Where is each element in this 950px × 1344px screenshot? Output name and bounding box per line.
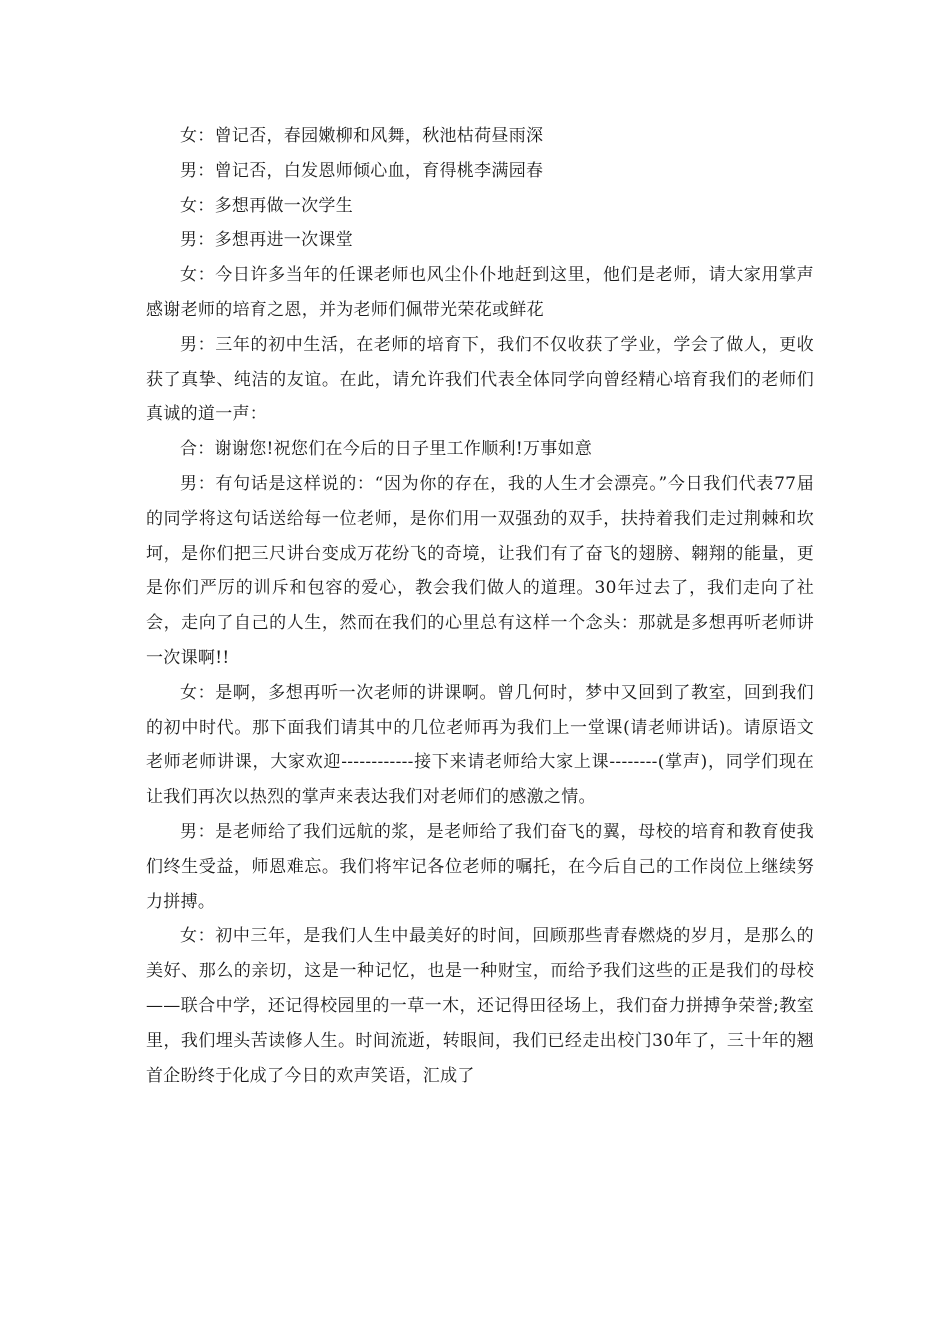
dialogue-line: 女：初中三年，是我们人生中最美好的时间，回顾那些青春燃烧的岁月，是那么的美好、那么的亲切，这是一种记忆，也是一种财宝，而给予我们这些的正是我们的母校——联合中学，还记得校园里的一草一木，还记得田径场上，我们奋力拼搏争荣誉;教室里，我们埋头苦读修人生。时间流逝，转眼间，我们已经走出校门30年了，三十年的翘首企盼终于化成了今日的欢声笑语，汇成了: [146, 926, 814, 1086]
dialogue-line: 男：多想再进一次课堂: [180, 230, 353, 251]
dialogue-line: 男：曾记否，白发恩师倾心血，育得桃李满园春: [180, 160, 544, 181]
dialogue-line: 女：多想再做一次学生: [180, 195, 353, 216]
document-body: [146, 119, 814, 1093]
dialogue-line: 女：今日许多当年的任课老师也风尘仆仆地赶到这里，他们是老师，请大家用掌声感谢老师的培育之恩，并为老师们佩带光荣花或鲜花: [146, 265, 814, 320]
dialogue-line: 女：曾记否，春园嫩柳和风舞，秋池枯荷昼雨深: [180, 126, 544, 146]
dialogue-line: 女：是啊，多想再听一次老师的讲课啊。曾几何时，梦中又回到了教室，回到我们的初中时代。那下面我们请其中的几位老师再为我们上一堂课(请老师讲话)。请原语文老师老师讲课，大家欢迎------------接下来请老师给大家上课--------(掌声)，同学们现在让我们再次以热烈的掌声来表达我们对老师们的感激之情。: [146, 682, 814, 808]
dialogue-line: 男：是老师给了我们远航的浆，是老师给了我们奋飞的翼，母校的培育和教育使我们终生受益，师恩难忘。我们将牢记各位老师的嘱托，在今后自己的工作岗位上继续努力拼搏。: [146, 821, 814, 912]
dialogue-line: 男：三年的初中生活，在老师的培育下，我们不仅收获了学业，学会了做人，更收获了真挚、纯洁的友谊。在此，请允许我们代表全体同学向曾经精心培育我们的老师们真诚的道一声：: [146, 334, 814, 425]
dialogue-line: 合：谢谢您!祝您们在今后的日子里工作顺利!万事如意: [180, 439, 593, 460]
dialogue-line: 男：有句话是这样说的：“因为你的存在，我的人生才会漂亮。”今日我们代表77届的同学将这句话送给每一位老师，是你们用一双强劲的双手，扶持着我们走过荆棘和坎坷，是你们把三尺讲台变成万花纷飞的奇境，让我们有了奋飞的翅膀、翱翔的能量，更是你们严厉的训斥和包容的爱心，教会我们做人的道理。30年过去了，我们走向了社会，走向了自己的人生，然而在我们的心里总有这样一个念头：那就是多想再听老师讲一次课啊!!: [146, 473, 814, 668]
